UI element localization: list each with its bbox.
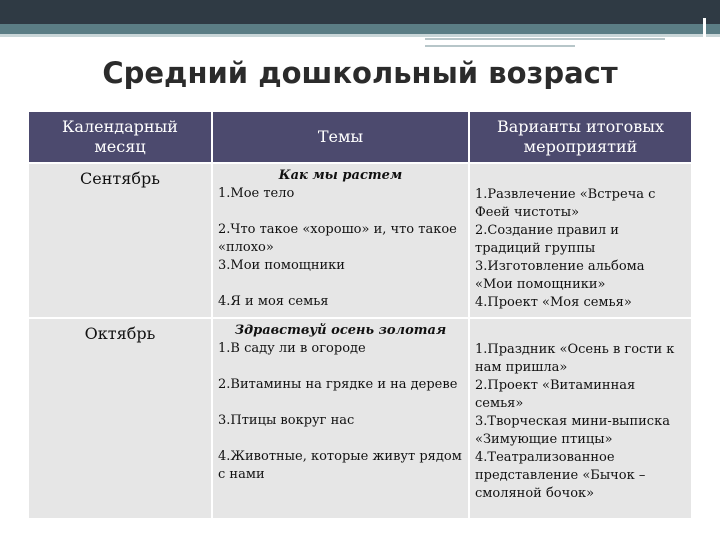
topic-heading: Здравствуй осень золотая [234, 323, 447, 338]
top-band-teal [0, 24, 720, 34]
header-topics: Темы [212, 112, 469, 163]
event-item: 4.Театрализованное представление «Бычок – смоляной бочок» [475, 450, 646, 501]
table-header-row [29, 112, 691, 163]
topic-item: 4.Животные, которые живут рядом с нами [218, 449, 462, 482]
header-events: Варианты итоговых мероприятий [469, 112, 691, 163]
header-month: Календарный месяц [29, 112, 212, 163]
topic-item: 1.В саду ли в огороде [218, 341, 366, 356]
month-cell: Октябрь [29, 318, 212, 518]
event-item: 4.Проект «Моя семья» [475, 295, 632, 310]
event-item: 1.Развлечение «Встреча с Феей чистоты» [475, 187, 656, 220]
event-item: 3.Изготовление альбома «Мои помощники» [475, 259, 645, 292]
topic-item: 4.Я и моя семья [218, 294, 329, 309]
topic-item: 2.Витамины на грядке и на дереве [218, 377, 458, 392]
top-band-light [0, 34, 720, 37]
event-item: 2.Проект «Витаминная семья» [475, 378, 636, 411]
month-cell: Сентябрь [29, 163, 212, 318]
topic-item: 3.Мои помощники [218, 258, 345, 273]
topics-cell [212, 163, 469, 318]
plan-table [29, 112, 691, 518]
events-cell [469, 318, 691, 518]
topic-item: 3.Птицы вокруг нас [218, 413, 355, 428]
topic-item: 1.Мое тело [218, 186, 295, 201]
decorative-line [425, 45, 575, 47]
table-row [29, 163, 691, 318]
topic-heading: Как мы растем [278, 168, 403, 183]
topic-item: 2.Что такое «хорошо» и, что такое «плохо» [218, 222, 457, 255]
slide-title: Средний дошкольный возраст [102, 56, 618, 90]
event-item: 1.Праздник «Осень в гости к нам пришла» [475, 342, 675, 375]
decorative-divider [703, 18, 706, 48]
table-row [29, 318, 691, 518]
events-cell [469, 163, 691, 318]
event-item: 2.Создание правил и традиций группы [475, 223, 619, 256]
event-item: 3.Творческая мини-выписка «Зимующие птицы» [475, 414, 670, 447]
decorative-line [425, 38, 665, 40]
topics-cell [212, 318, 469, 518]
top-band-dark [0, 0, 720, 24]
